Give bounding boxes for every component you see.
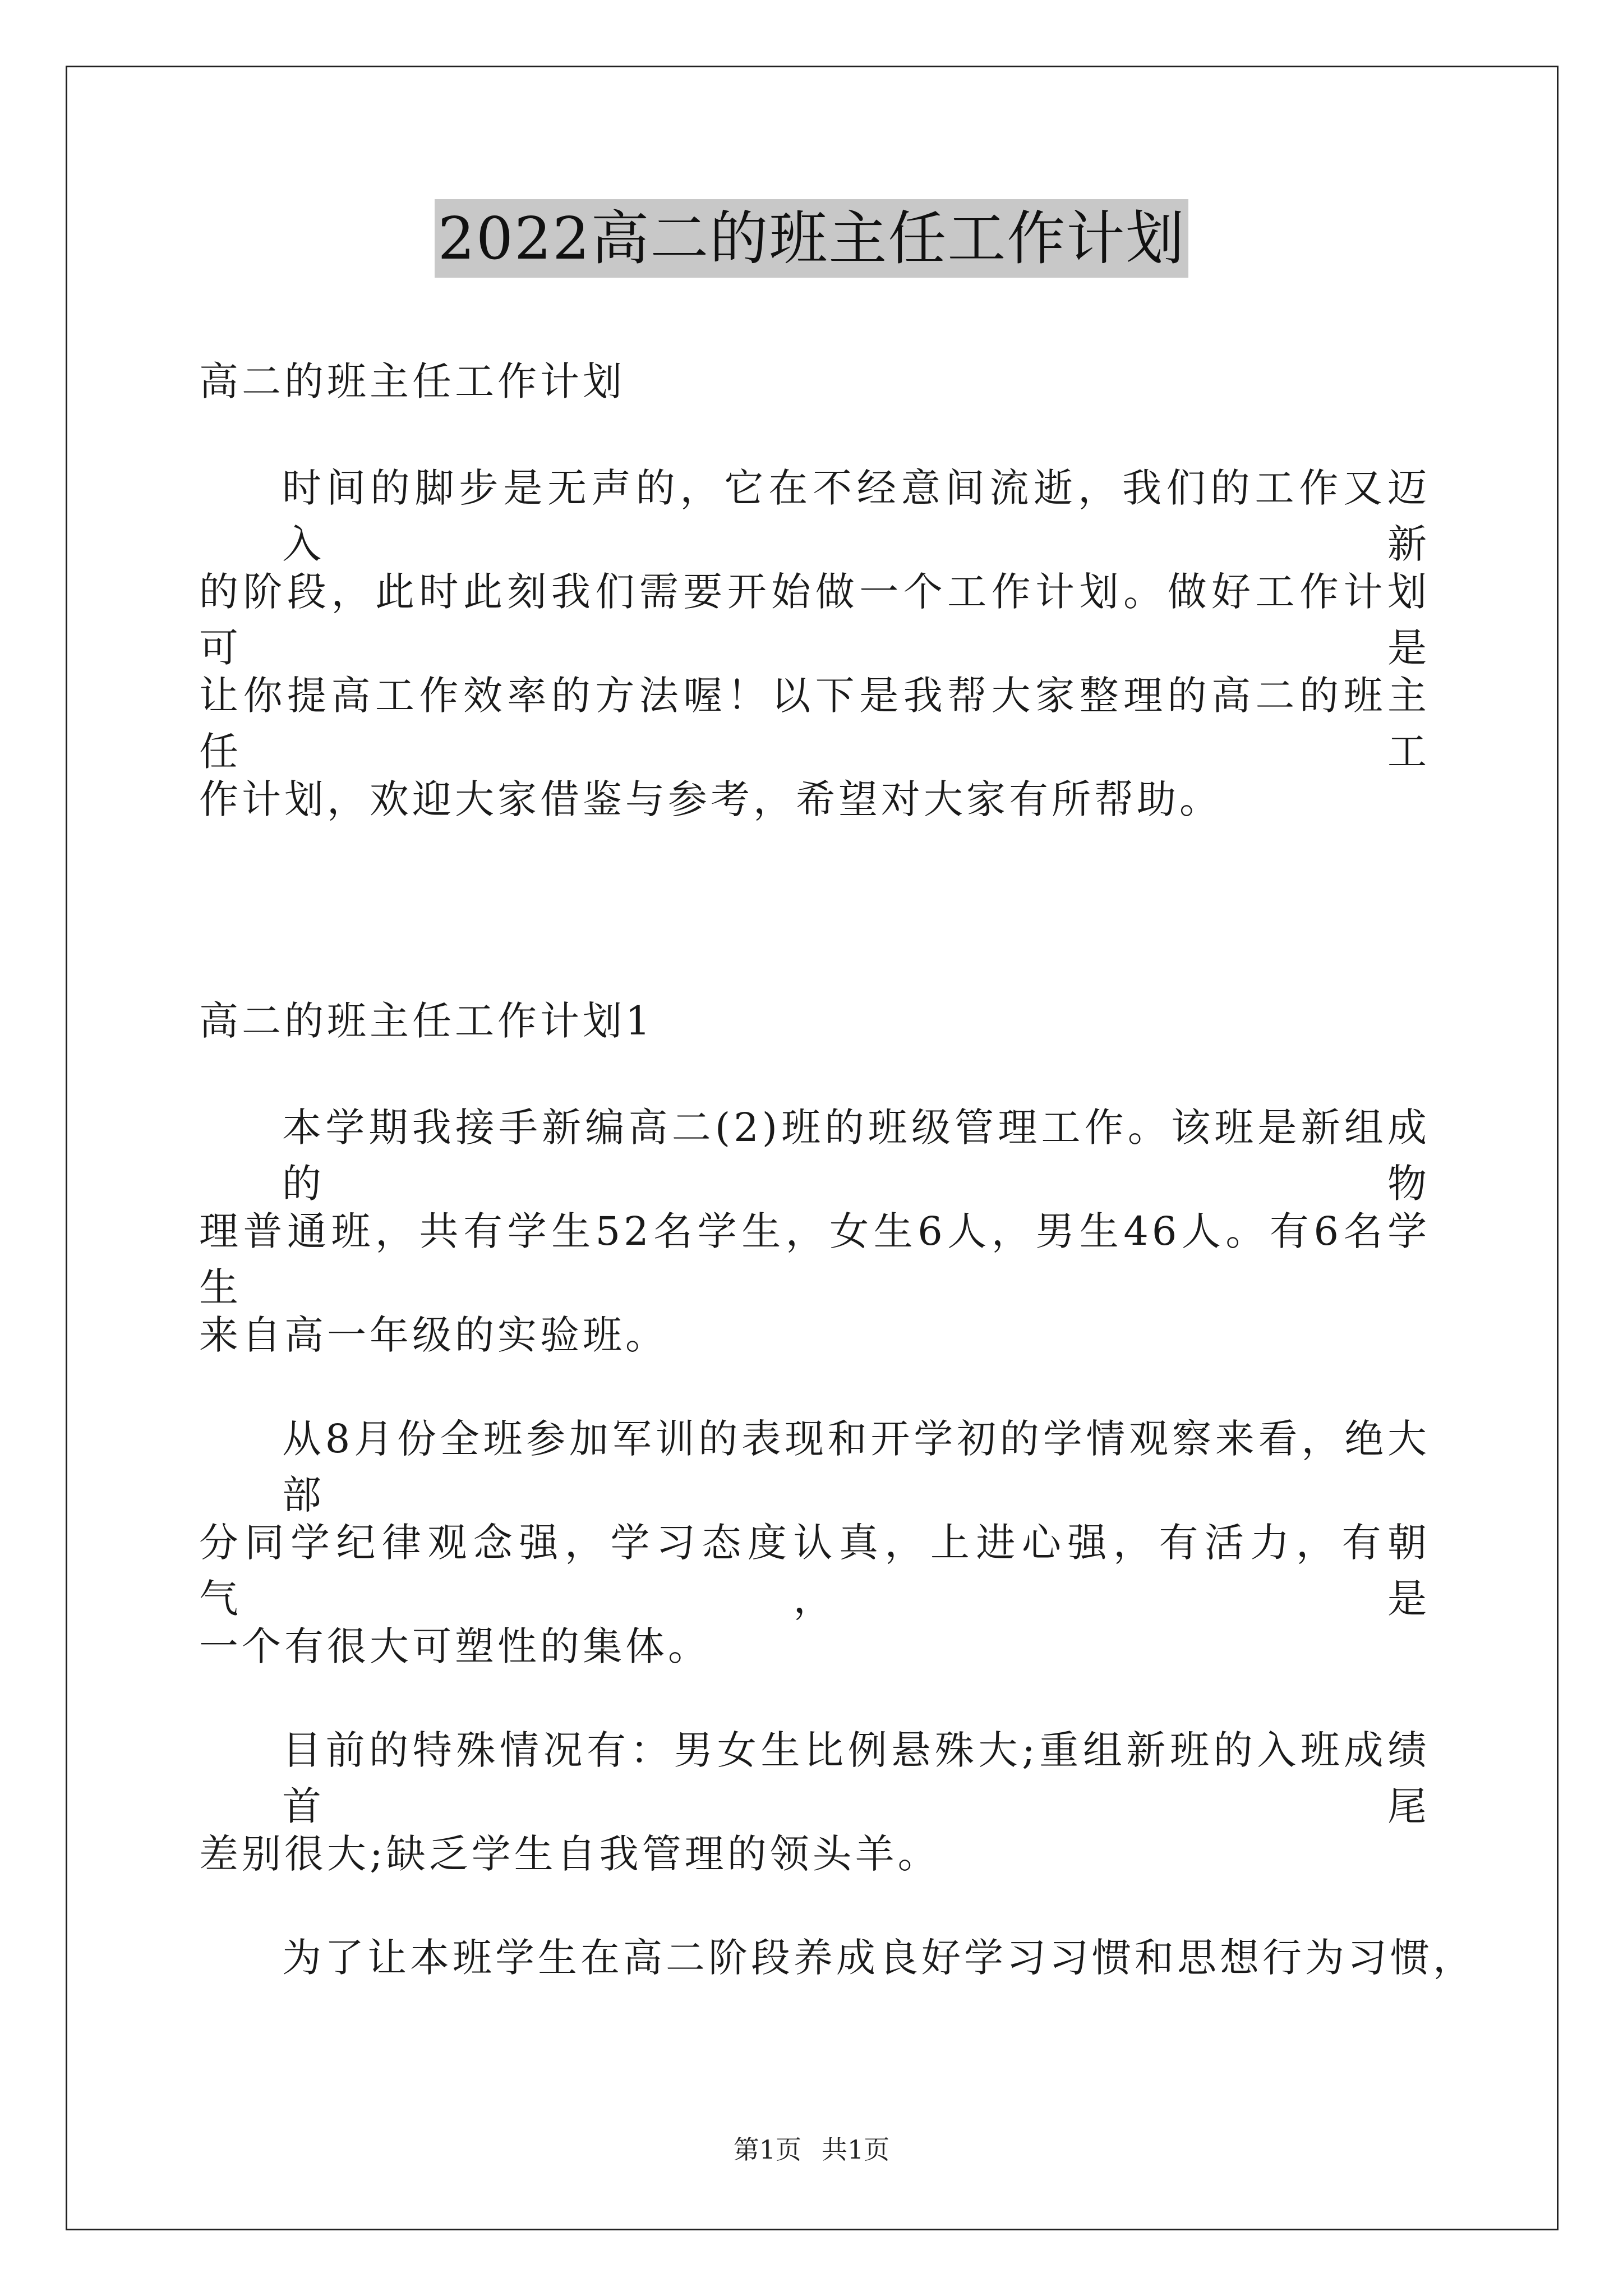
para2-line-3: 一个有很大可塑性的集体。 bbox=[199, 1623, 711, 1669]
para1-line-1: 本学期我接手新编高二(2)班的班级管理工作。该班是新组成的物 bbox=[282, 1105, 1430, 1207]
title-wrap bbox=[0, 199, 1623, 278]
intro-line-1: 时间的脚步是无声的，它在不经意间流逝，我们的工作又迈入新 bbox=[282, 465, 1430, 567]
intro-line-3: 让你提高工作效率的方法喔！以下是我帮大家整理的高二的班主任工 bbox=[199, 673, 1430, 775]
para4-line-1: 为了让本班学生在高二阶段养成良好学习习惯和思想行为习惯， bbox=[282, 1935, 1476, 1981]
para2-line-2: 分同学纪律观念强，学习态度认真，上进心强，有活力，有朝气，是 bbox=[199, 1520, 1430, 1622]
intro-line-4: 作计划，欢迎大家借鉴与参考，希望对大家有所帮助。 bbox=[199, 776, 1222, 822]
intro-line-2: 的阶段，此时此刻我们需要开始做一个工作计划。做好工作计划可是 bbox=[199, 569, 1430, 671]
page-number-total: 共1页 bbox=[822, 2134, 890, 2165]
para2-line-1: 从8月份全班参加军训的表现和开学初的学情观察来看，绝大部 bbox=[282, 1416, 1430, 1518]
para1-line-2: 理普通班，共有学生52名学生，女生6人，男生46人。有6名学生 bbox=[199, 1208, 1430, 1310]
subtitle: 高二的班主任工作计划 bbox=[199, 358, 625, 404]
para3-line-2: 差别很大;缺乏学生自我管理的领头羊。 bbox=[199, 1831, 940, 1877]
page-footer bbox=[0, 2133, 1623, 2166]
section-heading: 高二的班主任工作计划1 bbox=[199, 998, 654, 1044]
para3-line-1: 目前的特殊情况有：男女生比例悬殊大;重组新班的入班成绩首尾 bbox=[282, 1727, 1430, 1829]
document-title: 2022高二的班主任工作计划 bbox=[435, 199, 1189, 278]
page-number-current: 第1页 bbox=[733, 2134, 801, 2165]
para1-line-3: 来自高一年级的实验班。 bbox=[199, 1312, 668, 1358]
